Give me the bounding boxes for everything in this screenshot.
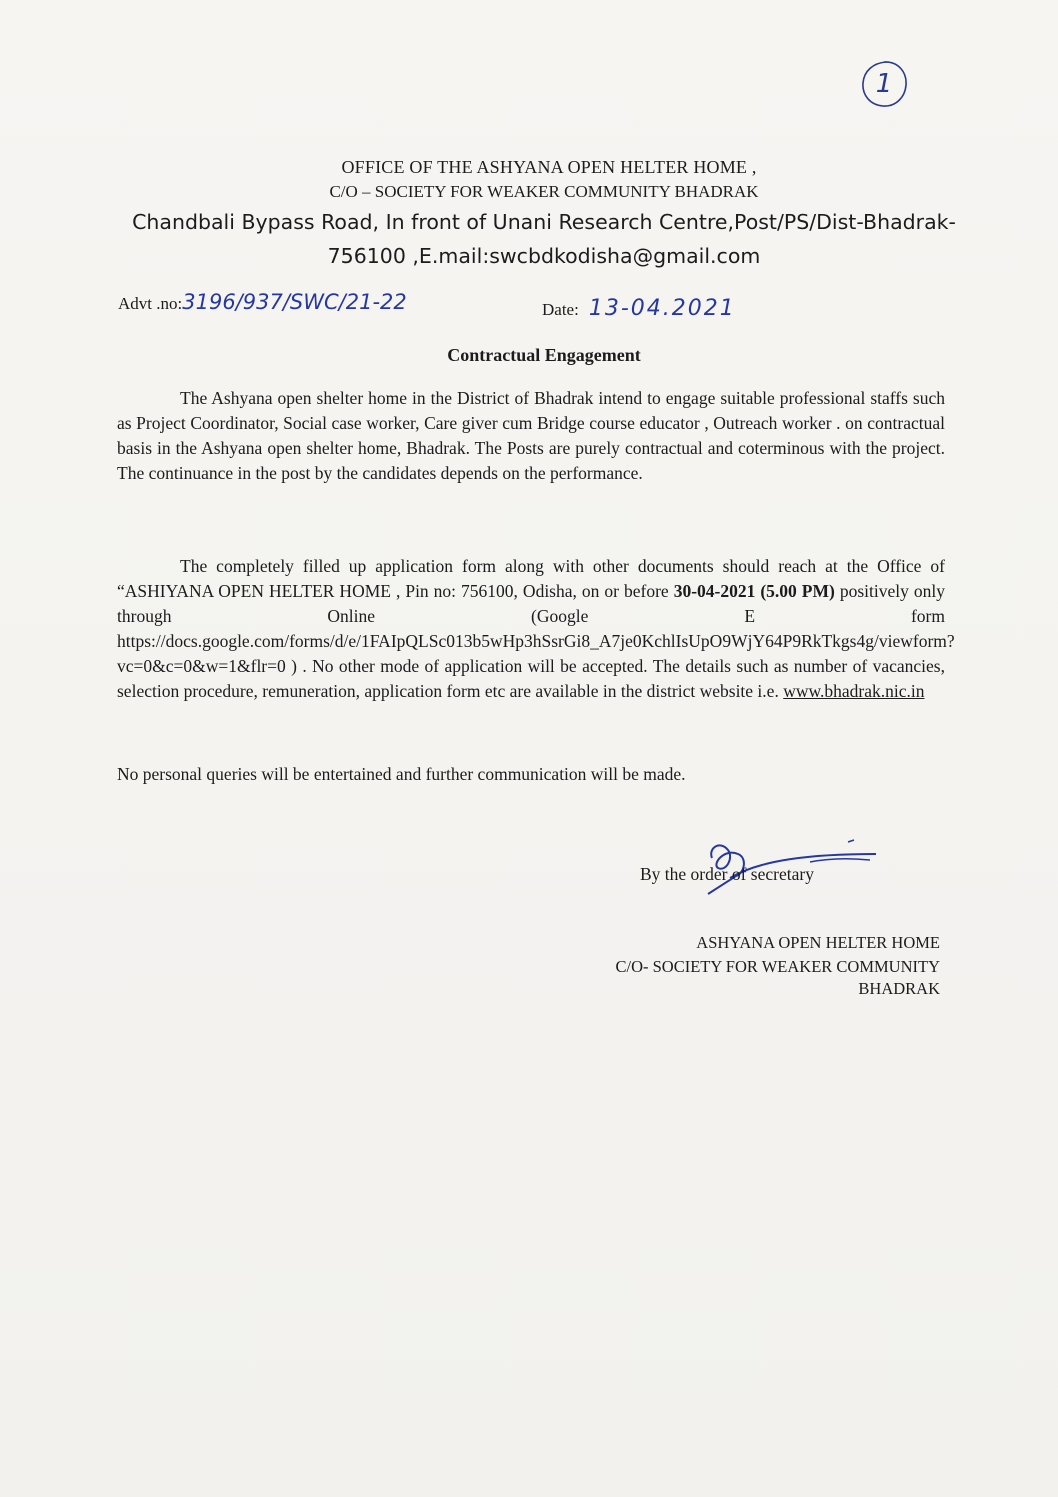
advt-label: Advt .no: <box>118 294 183 313</box>
subject-heading: Contractual Engagement <box>447 345 641 365</box>
date-row <box>542 296 736 321</box>
paragraph-application <box>117 554 955 704</box>
header-society-line: C/O – SOCIETY FOR WEAKER COMMUNITY BHADRAK <box>329 182 759 201</box>
page-number: 1 <box>875 69 893 99</box>
paragraph-engagement: The Ashyana open shelter home in the District of Bhadrak intend to engage suitable professional staffs such as Project Coordinator, Social case worker, Care giver cum Bridge course educator , Outreach worker . on contractual basis in the Ashyana open shelter home, Bhadrak. The Posts are purely contractual and coterminous with the project. The continuance in the post by the candidates depends on the performance. <box>117 388 945 483</box>
advt-number-row <box>118 290 407 314</box>
by-order-of-secretary: By the order of secretary <box>640 864 814 884</box>
header-pin-email-line: 756100 ,E.mail:swcbdkodisha@gmail.com <box>327 244 761 268</box>
page-number-mark <box>858 58 910 110</box>
advt-number-handwritten: 3196/937/SWC/21-22 <box>182 290 407 314</box>
signature-org-line-2: C/O- SOCIETY FOR WEAKER COMMUNITY <box>615 957 940 976</box>
application-deadline: 30-04-2021 (5.00 PM) <box>673 581 835 601</box>
application-text-1: The completely filled up application form along with other documents should reach at the Office of “ASHIYANA OPEN HELTER HOME , Pin no: 756100, Odisha, on or before <box>117 556 945 601</box>
signature-mark-icon <box>690 828 890 898</box>
signature-org-line-3: BHADRAK <box>858 979 940 998</box>
application-text-2: positively only through Online (Google E form https://docs.google.com/forms/d/e/1FAIpQLSc013b5wHp3hSsrGi8_A7je0KchlIsUpO9WjY64P9RkTkgs4g/viewform?vc=0&c=0&w=1&flr=0 ) . No other mode of application will be accepted. The details such as number of vacancies, selection procedure, remuneration, application form etc are available in the district website i.e. <box>117 581 955 701</box>
header-office-line: OFFICE OF THE ASHYANA OPEN HELTER HOME , <box>341 157 757 177</box>
signature-org-line-1: ASHYANA OPEN HELTER HOME <box>696 933 940 952</box>
district-website-link[interactable]: www.bhadrak.nic.in <box>783 681 925 701</box>
paragraph-queries: No personal queries will be entertained and further communication will be made. <box>117 764 686 784</box>
header-address-line: Chandbali Bypass Road, In front of Unani Research Centre,Post/PS/Dist-Bhadrak- <box>132 210 956 234</box>
date-value-handwritten: 13-04.2021 <box>588 296 736 321</box>
date-label: Date: <box>542 300 579 319</box>
